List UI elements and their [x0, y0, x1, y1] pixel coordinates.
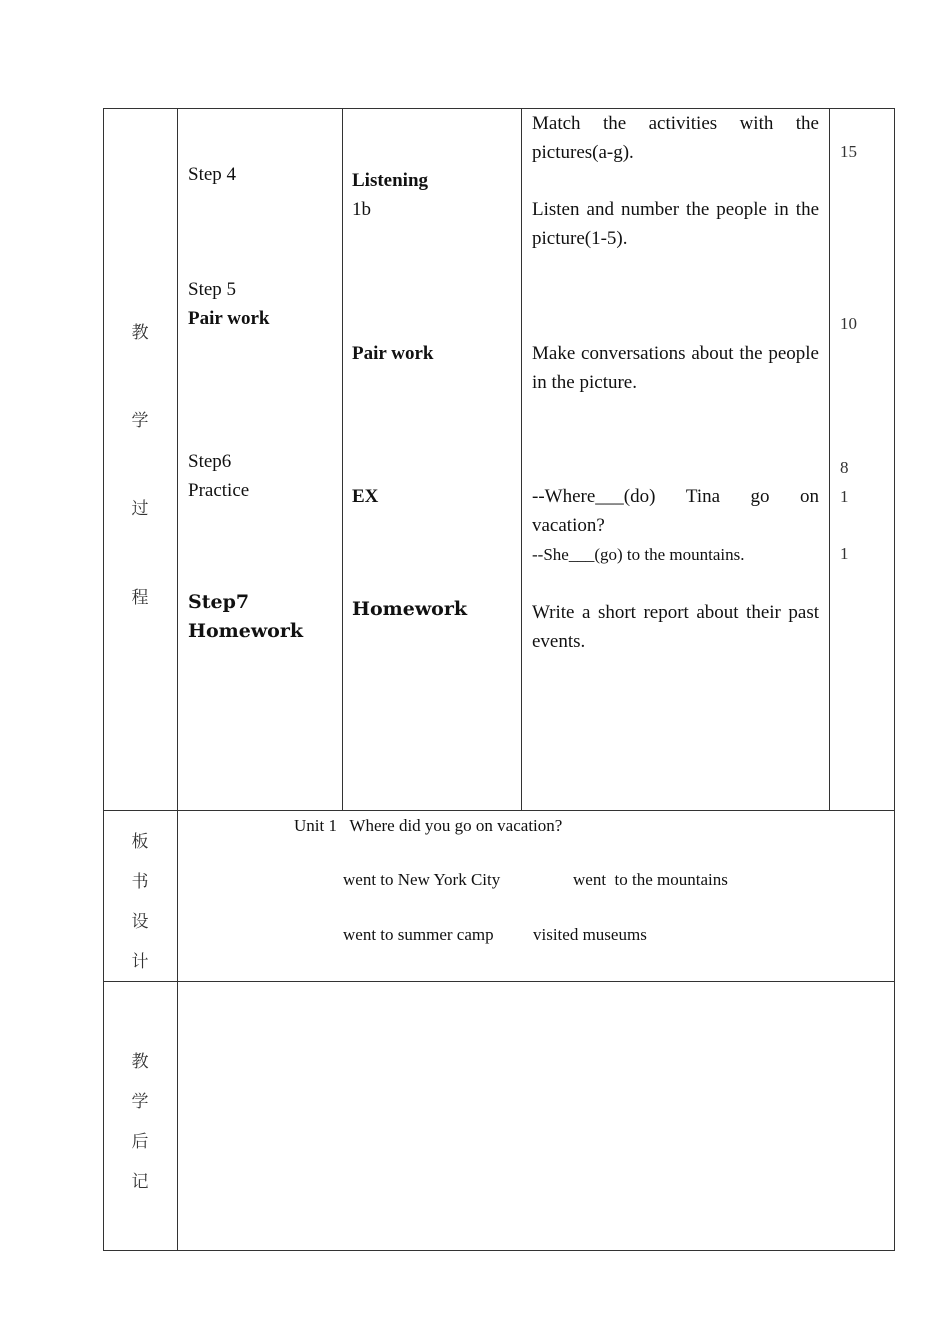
board-label-char: 书 [131, 872, 149, 892]
content-match: Match the activities with the pictures(a-g). [532, 113, 819, 163]
table-col-divider-2 [342, 108, 343, 810]
q1-word: Tina [685, 486, 721, 507]
step-5: Step 5 [188, 279, 237, 300]
table-row-divider-2 [103, 981, 895, 982]
time-value: 1 [840, 487, 849, 506]
content-question-1 [532, 482, 819, 540]
q1-word: on [800, 486, 819, 507]
board-label-char: 板 [131, 832, 149, 852]
table-col-divider-3 [521, 108, 522, 810]
content-conversation: Make conversations about the people in the picture. [532, 343, 819, 393]
content-question-2: --She___(go) to the mountains. [532, 545, 745, 564]
reflection-label-char: 后 [131, 1132, 149, 1152]
time-value: 10 [840, 314, 857, 333]
step-7-title: Homework [188, 620, 304, 642]
table-bottom-border [103, 1250, 895, 1251]
step-7: Step7 [188, 591, 250, 613]
activity-ex: EX [352, 486, 379, 507]
time-value: 8 [840, 458, 849, 477]
board-row2-right: visited museums [533, 925, 647, 944]
process-label-char: 教 [131, 323, 149, 343]
board-row2-left: went to summer camp [343, 925, 494, 944]
step-6-title: Practice [188, 480, 250, 501]
activity-listening: Listening [352, 170, 429, 191]
time-value: 1 [840, 544, 849, 563]
content-report: Write a short report about their past events. [532, 602, 819, 652]
board-row1-right: went to the mountains [573, 870, 728, 889]
board-title: Unit 1 Where did you go on vacation? [294, 816, 563, 835]
activity-pairwork: Pair work [352, 343, 434, 364]
activity-homework: Homework [352, 598, 468, 620]
table-label-divider [177, 108, 178, 1251]
activity-listening-sub: 1b [352, 199, 371, 220]
step-4: Step 4 [188, 164, 237, 185]
reflection-label-char: 教 [131, 1052, 149, 1072]
table-right-border [894, 108, 895, 1251]
process-label-char: 程 [131, 588, 149, 608]
step-5-title: Pair work [188, 308, 270, 329]
board-label-char: 设 [131, 912, 149, 932]
table-left-border [103, 108, 104, 1251]
question-1-line-1 [532, 482, 819, 511]
question-1-line-2: vacation? [532, 515, 605, 536]
reflection-label-char: 记 [131, 1172, 149, 1192]
step-6: Step6 [188, 451, 232, 472]
q1-word: go [750, 486, 770, 507]
content-listen: Listen and number the people in the picture(1-5). [532, 199, 819, 249]
time-value: 15 [840, 142, 857, 161]
table-col-divider-4 [829, 108, 830, 810]
process-label-char: 学 [131, 411, 149, 431]
process-label-char: 过 [131, 499, 149, 519]
board-label-char: 计 [131, 952, 149, 972]
reflection-label-char: 学 [131, 1092, 149, 1112]
q1-word: --Where___(do) [532, 486, 656, 507]
board-row1-left: went to New York City [343, 870, 501, 889]
